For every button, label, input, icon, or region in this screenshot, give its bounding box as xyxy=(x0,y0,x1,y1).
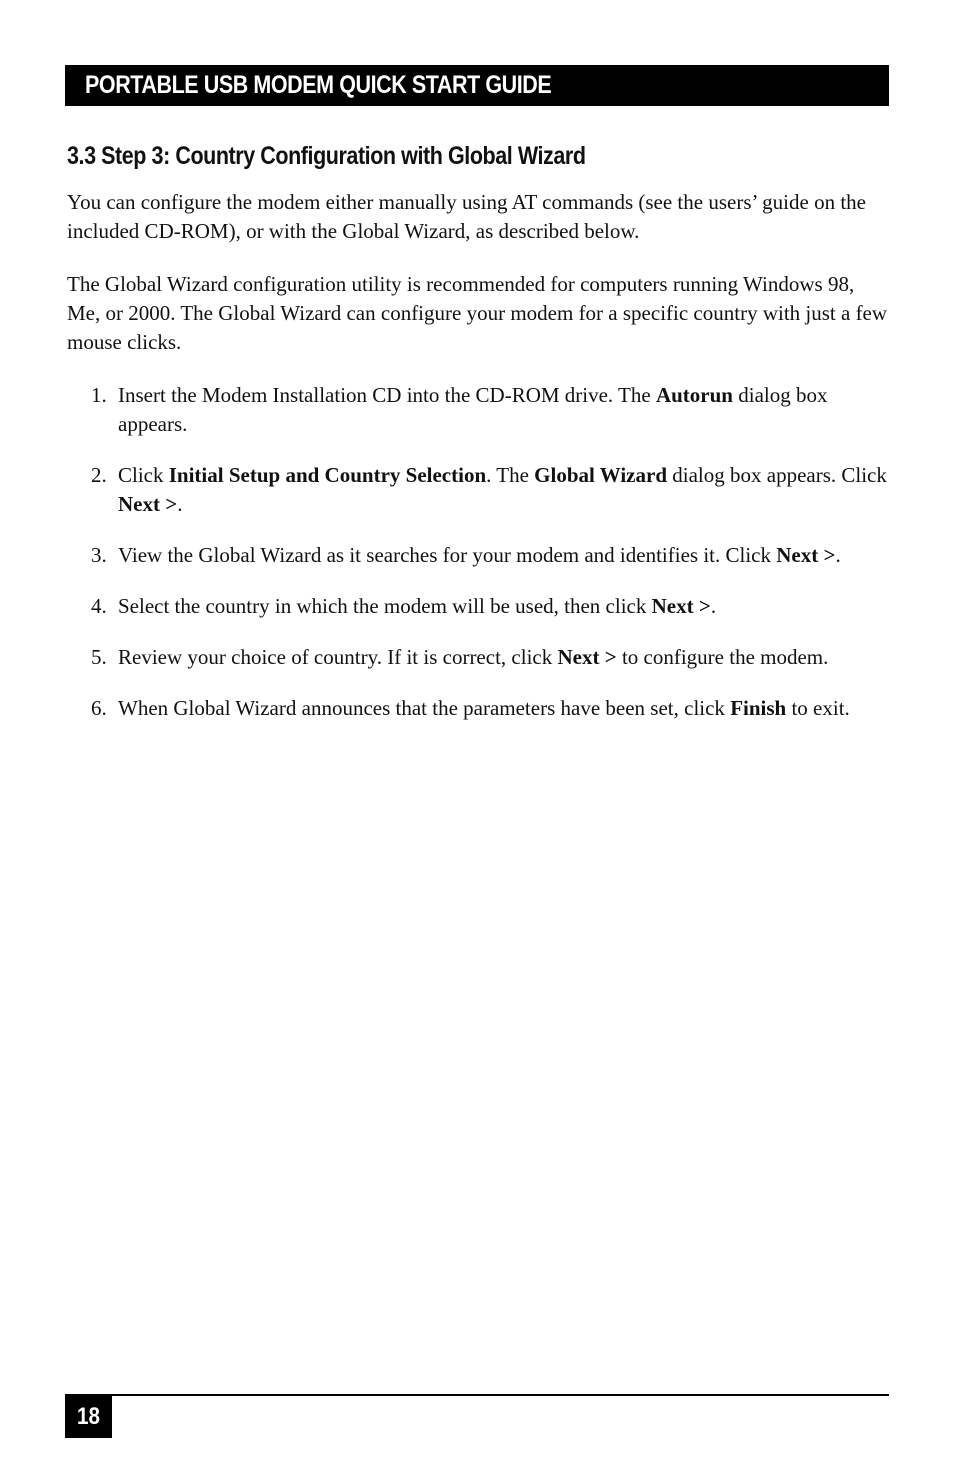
step-text: to exit. xyxy=(786,696,850,720)
step-item xyxy=(67,541,889,570)
footer-rule xyxy=(65,1394,889,1396)
step-item xyxy=(67,461,889,519)
ui-term-next: Next > xyxy=(776,543,836,567)
ui-term-next: Next > xyxy=(651,594,711,618)
ui-term-initial-setup: Initial Setup and Country Selection xyxy=(168,463,487,487)
intro-paragraph: You can configure the modem either manually using AT commands (see the users’ guide on the included CD-ROM), or with the Global Wizard, as described below. xyxy=(67,190,866,243)
step-text: Select the country in which the modem will be used, then click xyxy=(118,594,652,618)
step-number: 1. xyxy=(91,383,107,407)
step-number: 4. xyxy=(91,594,107,618)
step-text: Click xyxy=(118,463,169,487)
ui-term-autorun: Autorun xyxy=(655,383,733,407)
step-item xyxy=(67,381,889,439)
step-text: . xyxy=(177,492,183,516)
step-text: View the Global Wizard as it searches for your modem and identifies it. Click xyxy=(118,543,777,567)
step-item xyxy=(67,694,889,723)
step-item xyxy=(67,643,889,672)
step-text: . The xyxy=(486,463,535,487)
step-number: 3. xyxy=(91,543,107,567)
ui-term-global-wizard: Global Wizard xyxy=(534,463,668,487)
step-text: dialog box appears. Click xyxy=(667,463,887,487)
step-number: 2. xyxy=(91,463,107,487)
step-text: . xyxy=(710,594,717,618)
step-number: 5. xyxy=(91,645,107,669)
ui-term-next: Next > xyxy=(118,492,178,516)
section-heading: 3.3 Step 3: Country Configuration with Global Wizard xyxy=(67,142,586,170)
step-item xyxy=(67,592,889,621)
steps-list xyxy=(67,381,889,745)
step-text: . xyxy=(835,543,841,567)
step-text: Insert the Modem Installation CD into the CD-ROM drive. The xyxy=(118,383,656,407)
header-bar xyxy=(65,65,889,106)
document-title: PORTABLE USB MODEM QUICK START GUIDE xyxy=(85,71,552,99)
global-wizard-paragraph: The Global Wizard configuration utility is recommended for computers running Windows 98, Me, or 2000. The Global Wizard can configure your modem for a specific country with just a few mouse clicks. xyxy=(67,272,888,354)
ui-term-finish: Finish xyxy=(730,696,787,720)
step-text: dialog box appears. xyxy=(118,383,828,436)
step-text: Review your choice of country. If it is correct, click xyxy=(118,645,558,669)
ui-term-next: Next > xyxy=(557,645,617,669)
step-text: to configure the modem. xyxy=(616,645,829,669)
page-number-box xyxy=(65,1396,112,1438)
page-number: 18 xyxy=(77,1403,100,1430)
step-number: 6. xyxy=(91,696,107,720)
step-text: When Global Wizard announces that the parameters have been set, click xyxy=(118,696,731,720)
